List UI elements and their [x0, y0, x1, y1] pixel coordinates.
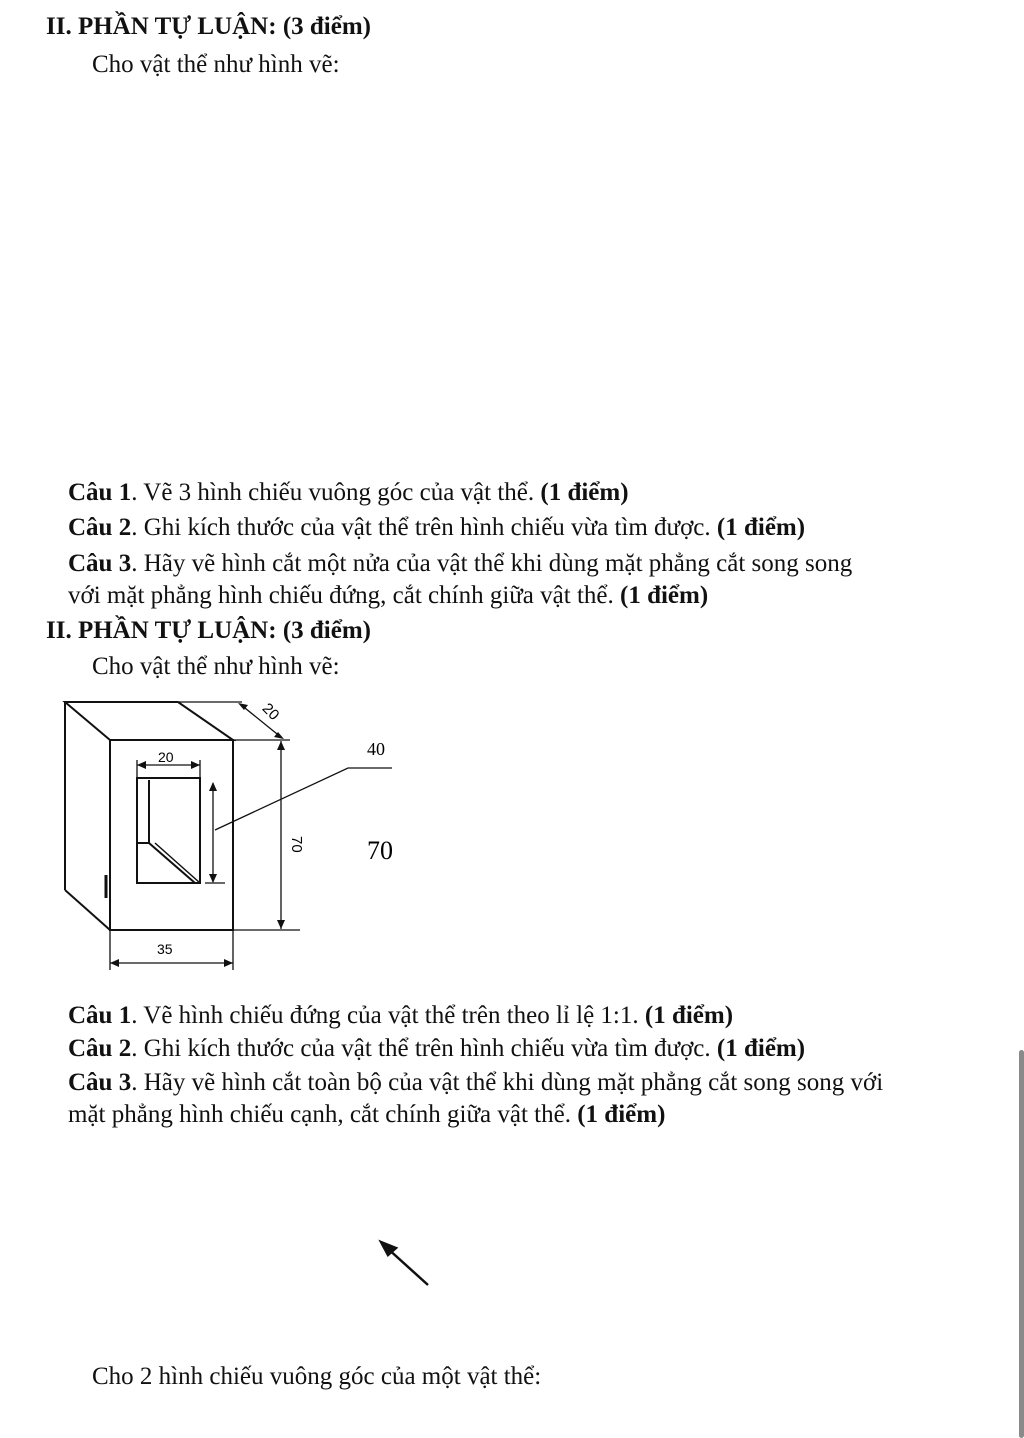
arrow-winw-right — [191, 761, 200, 769]
scrollbar[interactable] — [1019, 1050, 1024, 1438]
window-inner-left — [149, 780, 195, 883]
arrow-winh-top — [209, 782, 217, 791]
dim-depth-text: 20 — [258, 699, 283, 724]
s2-q2-points: (1 điểm) — [716, 1035, 806, 1062]
s1-q3-label: Câu 3 — [68, 550, 132, 577]
window-chamfer — [155, 843, 200, 883]
box-top-face — [65, 702, 233, 740]
section3-intro: Cho 2 hình chiếu vuông góc của một vật thể: — [92, 1363, 542, 1390]
s1-q1-text: . Vẽ 3 hình chiếu vuông góc của vật thể. — [131, 479, 541, 506]
arrow-winh-bottom — [209, 874, 217, 883]
section2-intro: Cho vật thể như hình vẽ: — [92, 653, 340, 680]
arrow-winw-left — [137, 761, 146, 769]
note-70: 70 — [367, 836, 393, 865]
s2-q2-text: . Ghi kích thước của vật thể trên hình chiếu vừa tìm được. — [131, 1035, 717, 1062]
box-front-face — [110, 740, 233, 930]
s2-q1-label: Câu 1 — [68, 1002, 132, 1029]
dim-width-text: 35 — [157, 941, 173, 957]
s2-q2-label: Câu 2 — [68, 1035, 132, 1062]
leader-line — [215, 768, 392, 830]
s1-q2-points: (1 điểm) — [716, 514, 806, 541]
s2-q3-line2: mặt phẳng hình chiếu cạnh, cắt chính giữa vật thể. — [68, 1101, 578, 1128]
dim-height-text: 70 — [288, 836, 305, 853]
s2-q1-text: . Vẽ hình chiếu đứng của vật thể trên theo lỉ lệ 1:1. — [131, 1002, 645, 1029]
s1-q1-label: Câu 1 — [68, 479, 132, 506]
s1-q2-text: . Ghi kích thước của vật thể trên hình chiếu vừa tìm được. — [131, 514, 717, 541]
s1-q2-label: Câu 2 — [68, 514, 132, 541]
note-40: 40 — [367, 739, 385, 759]
s2-question-1 — [68, 1001, 733, 1031]
s1-q3-line2: với mặt phẳng hình chiếu đứng, cắt chính giữa vật thể. — [68, 582, 620, 609]
s2-q3-points: (1 điểm) — [577, 1101, 666, 1128]
section1-intro: Cho vật thể như hình vẽ: — [92, 51, 340, 78]
s2-q1-points: (1 điểm) — [644, 1002, 734, 1029]
s2-question-2 — [68, 1034, 805, 1064]
box-bottom-left-edge — [65, 890, 110, 930]
section1-heading: II. PHẦN TỰ LUẬN: (3 điểm) — [46, 13, 371, 40]
window-outer — [137, 778, 200, 883]
s2-question-3-line2 — [68, 1100, 665, 1130]
dim-window-width-text: 20 — [158, 749, 174, 765]
arrow-w-right — [224, 959, 233, 967]
section2-heading: II. PHẦN TỰ LUẬN: (3 điểm) — [46, 617, 371, 644]
arrow-h-top — [277, 741, 285, 750]
s1-q1-points: (1 điểm) — [540, 479, 629, 506]
s1-q3-points: (1 điểm) — [620, 582, 709, 609]
pointer-arrow-icon — [381, 1242, 428, 1285]
s2-q3-label: Câu 3 — [68, 1069, 132, 1096]
arrow-w-left — [110, 959, 119, 967]
s2-q3-text: . Hãy vẽ hình cắt toàn bộ của vật thể khi dùng mặt phẳng cắt song song với — [131, 1069, 884, 1096]
arrow-h-bottom — [277, 920, 285, 929]
s2-question-3 — [68, 1068, 883, 1098]
s1-q3-text: . Hãy vẽ hình cắt một nửa của vật thể khi dùng mặt phẳng cắt song song — [131, 550, 853, 577]
